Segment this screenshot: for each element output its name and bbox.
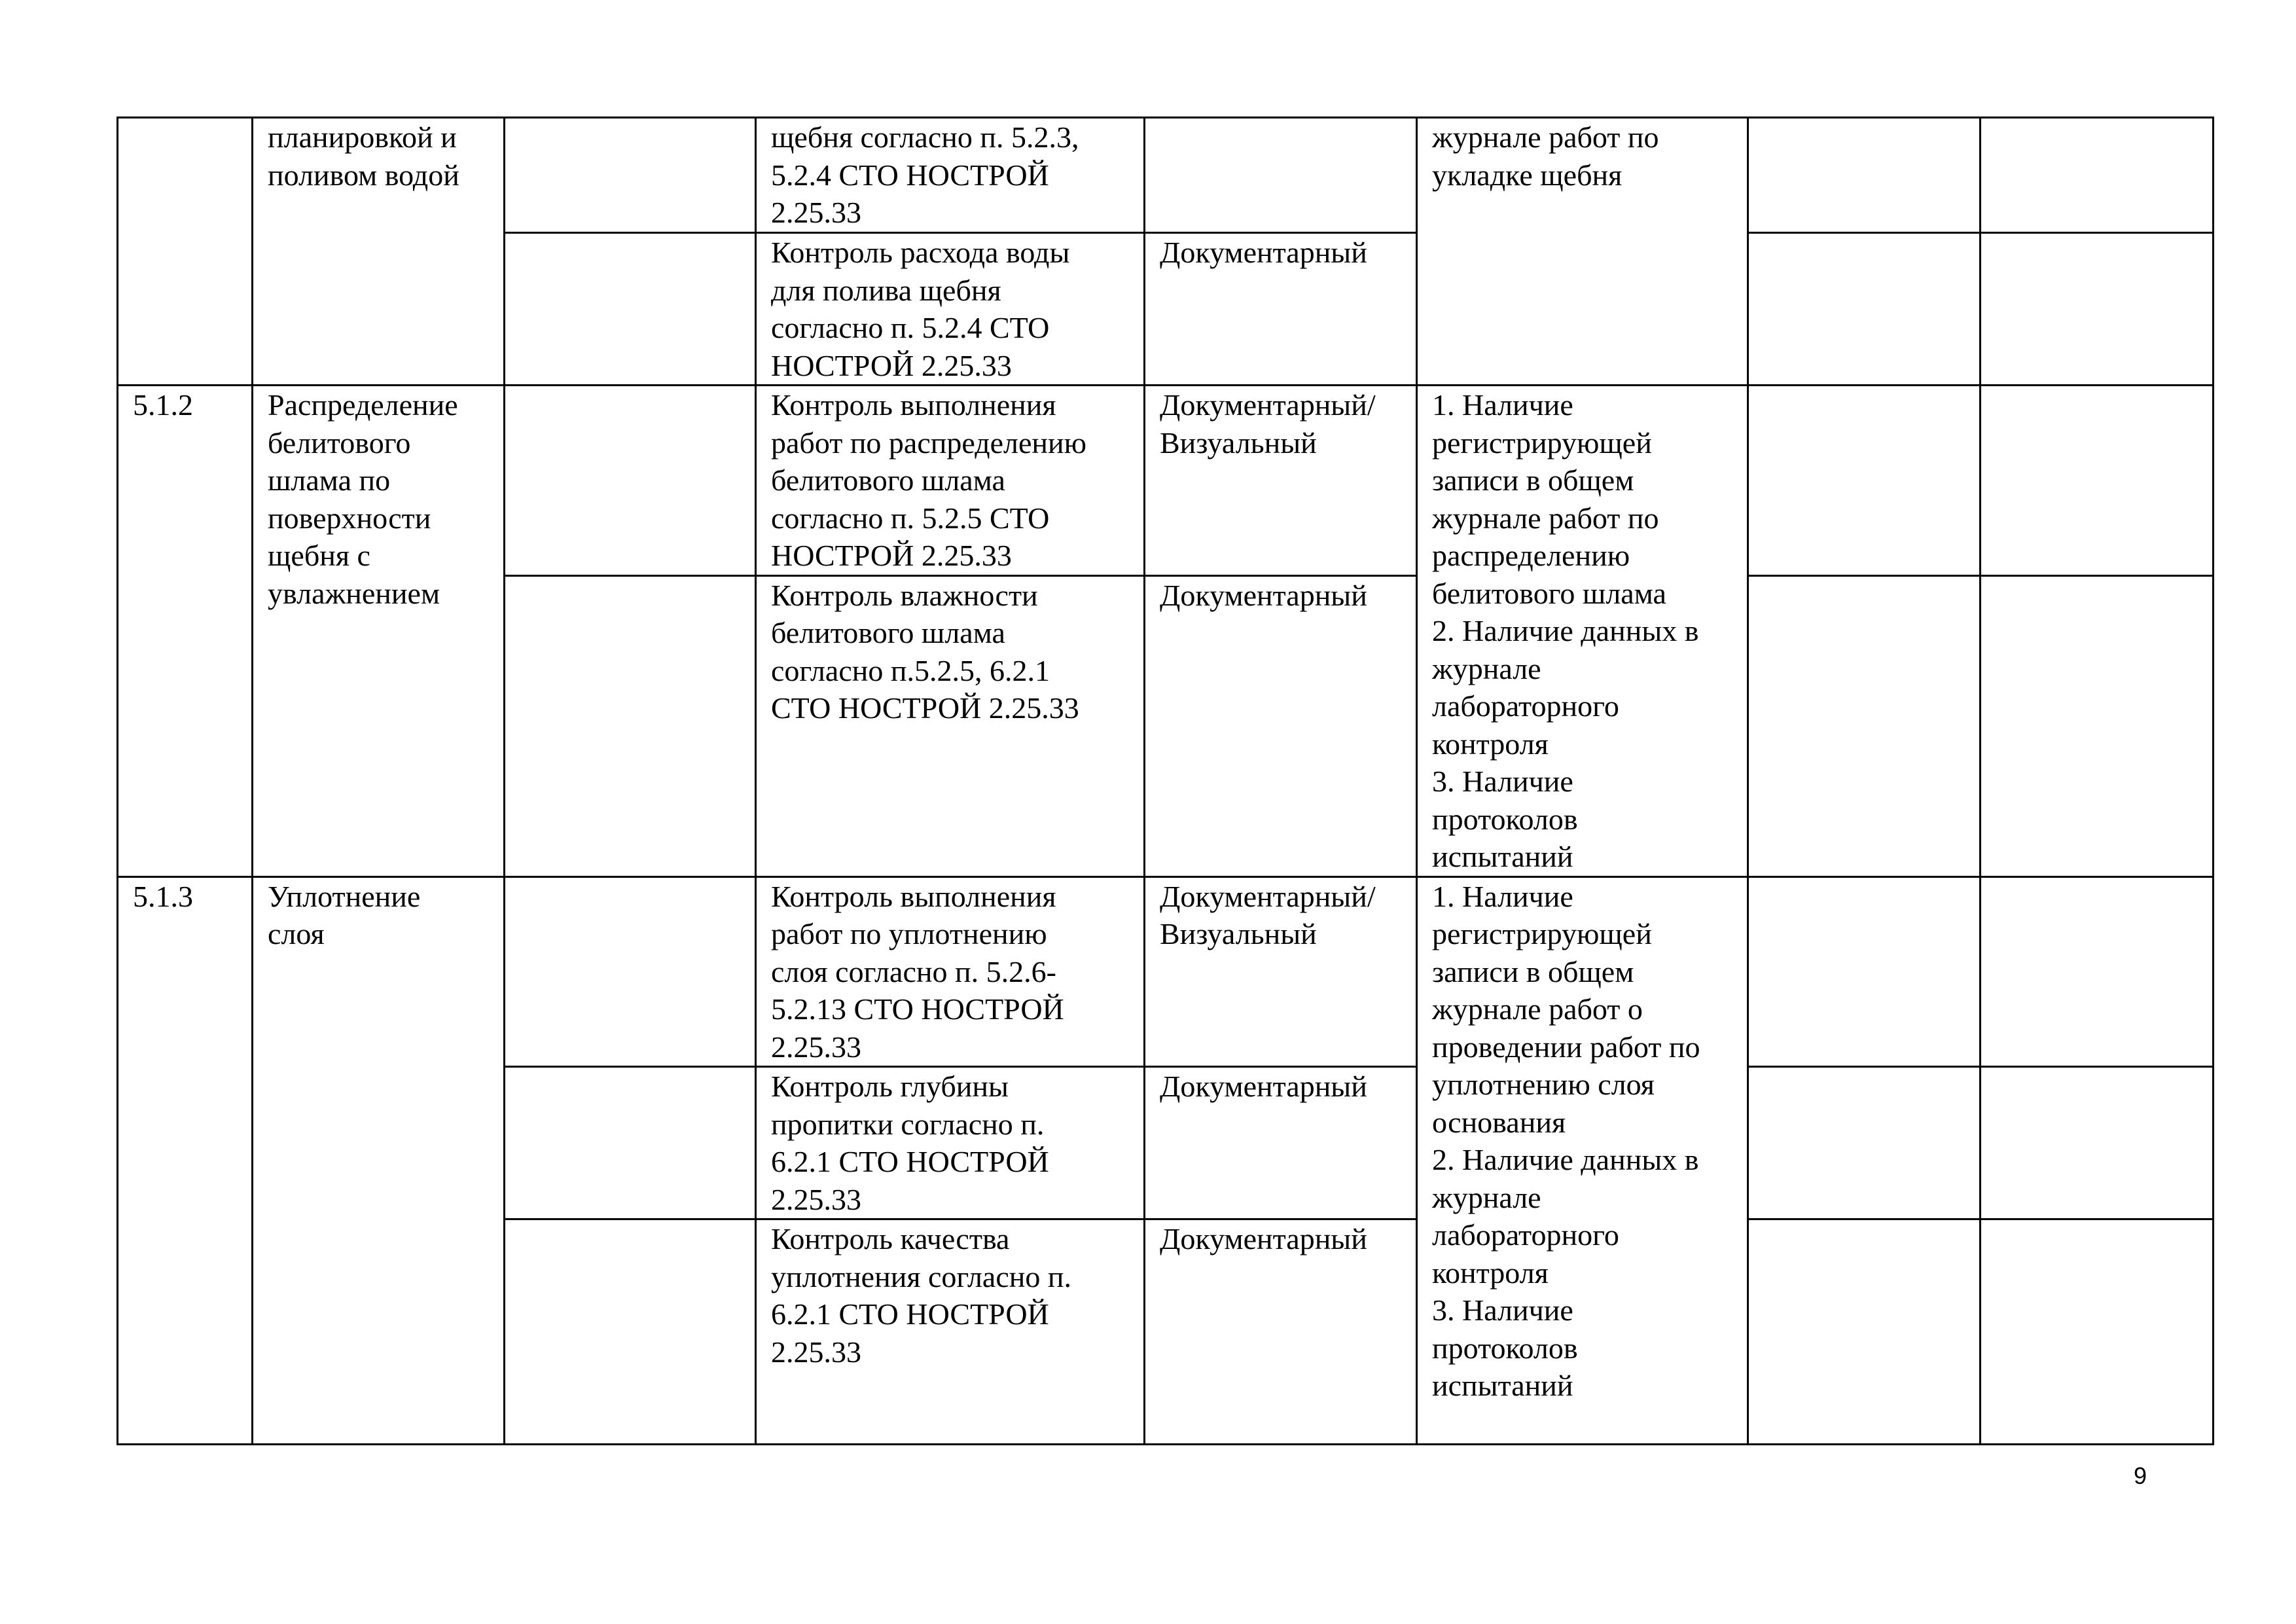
page-number: 9 bbox=[2133, 1462, 2147, 1489]
cell-method bbox=[1145, 118, 1417, 233]
cell-empty bbox=[1748, 1067, 1981, 1219]
table-row bbox=[118, 876, 2214, 1067]
control-table bbox=[117, 117, 2214, 1445]
cell-control: Контроль выполнения работ по уплотнению слоя согласно п. 5.2.6- 5.2.13 СТО НОСТРОЙ 2.25.33 bbox=[756, 876, 1145, 1067]
cell-control: Контроль качества уплотнения согласно п. 6.2.1 СТО НОСТРОЙ 2.25.33 bbox=[756, 1219, 1145, 1445]
cell-control: Контроль выполнения работ по распределению белитового шлама согласно п. 5.2.5 СТО НОСТРОЙ 2.25.33 bbox=[756, 386, 1145, 576]
cell-result: журнале работ по укладке щебня bbox=[1417, 118, 1748, 386]
cell-empty bbox=[505, 1067, 756, 1219]
cell-empty bbox=[505, 386, 756, 576]
cell-work: Распределение белитового шлама по поверхности щебня с увлажнением bbox=[253, 386, 505, 877]
cell-empty bbox=[1981, 386, 2214, 576]
cell-empty bbox=[505, 575, 756, 876]
cell-empty bbox=[505, 233, 756, 386]
cell-number: 5.1.3 bbox=[118, 876, 253, 1445]
cell-empty bbox=[1981, 1067, 2214, 1219]
cell-control: Контроль расхода воды для полива щебня согласно п. 5.2.4 СТО НОСТРОЙ 2.25.33 bbox=[756, 233, 1145, 386]
cell-method: Документарный/ Визуальный bbox=[1145, 876, 1417, 1067]
table-row bbox=[118, 386, 2214, 576]
cell-empty bbox=[1981, 1219, 2214, 1445]
cell-control: щебня согласно п. 5.2.3, 5.2.4 СТО НОСТРОЙ 2.25.33 bbox=[756, 118, 1145, 233]
cell-number: 5.1.2 bbox=[118, 386, 253, 877]
cell-empty bbox=[1748, 118, 1981, 233]
cell-result: 1. Наличие регистрирующей записи в общем журнале работ о проведении работ по уплотнению слоя основания 2. Наличие данных в журнале лабораторного контроля 3. Наличие протоколов испытаний bbox=[1417, 876, 1748, 1445]
cell-empty bbox=[505, 876, 756, 1067]
cell-method: Документарный bbox=[1145, 1219, 1417, 1445]
cell-empty bbox=[1981, 876, 2214, 1067]
cell-empty bbox=[1981, 233, 2214, 386]
cell-empty bbox=[1981, 118, 2214, 233]
cell-method: Документарный/ Визуальный bbox=[1145, 386, 1417, 576]
cell-empty bbox=[505, 118, 756, 233]
cell-method: Документарный bbox=[1145, 1067, 1417, 1219]
table-row bbox=[118, 118, 2214, 233]
cell-empty bbox=[1748, 1219, 1981, 1445]
cell-empty bbox=[505, 1219, 756, 1445]
cell-result: 1. Наличие регистрирующей записи в общем журнале работ по распределению белитового шлама 2. Наличие данных в журнале лабораторного контроля 3. Наличие протоколов испытаний bbox=[1417, 386, 1748, 877]
cell-empty bbox=[1748, 233, 1981, 386]
cell-method: Документарный bbox=[1145, 575, 1417, 876]
cell-empty bbox=[1981, 575, 2214, 876]
cell-empty bbox=[1748, 876, 1981, 1067]
cell-number bbox=[118, 118, 253, 386]
cell-control: Контроль влажности белитового шлама согласно п.5.2.5, 6.2.1 СТО НОСТРОЙ 2.25.33 bbox=[756, 575, 1145, 876]
cell-empty bbox=[1748, 575, 1981, 876]
cell-work: Уплотнение слоя bbox=[253, 876, 505, 1445]
cell-method: Документарный bbox=[1145, 233, 1417, 386]
cell-empty bbox=[1748, 386, 1981, 576]
cell-work: планировкой и поливом водой bbox=[253, 118, 505, 386]
cell-control: Контроль глубины пропитки согласно п. 6.2.1 СТО НОСТРОЙ 2.25.33 bbox=[756, 1067, 1145, 1219]
